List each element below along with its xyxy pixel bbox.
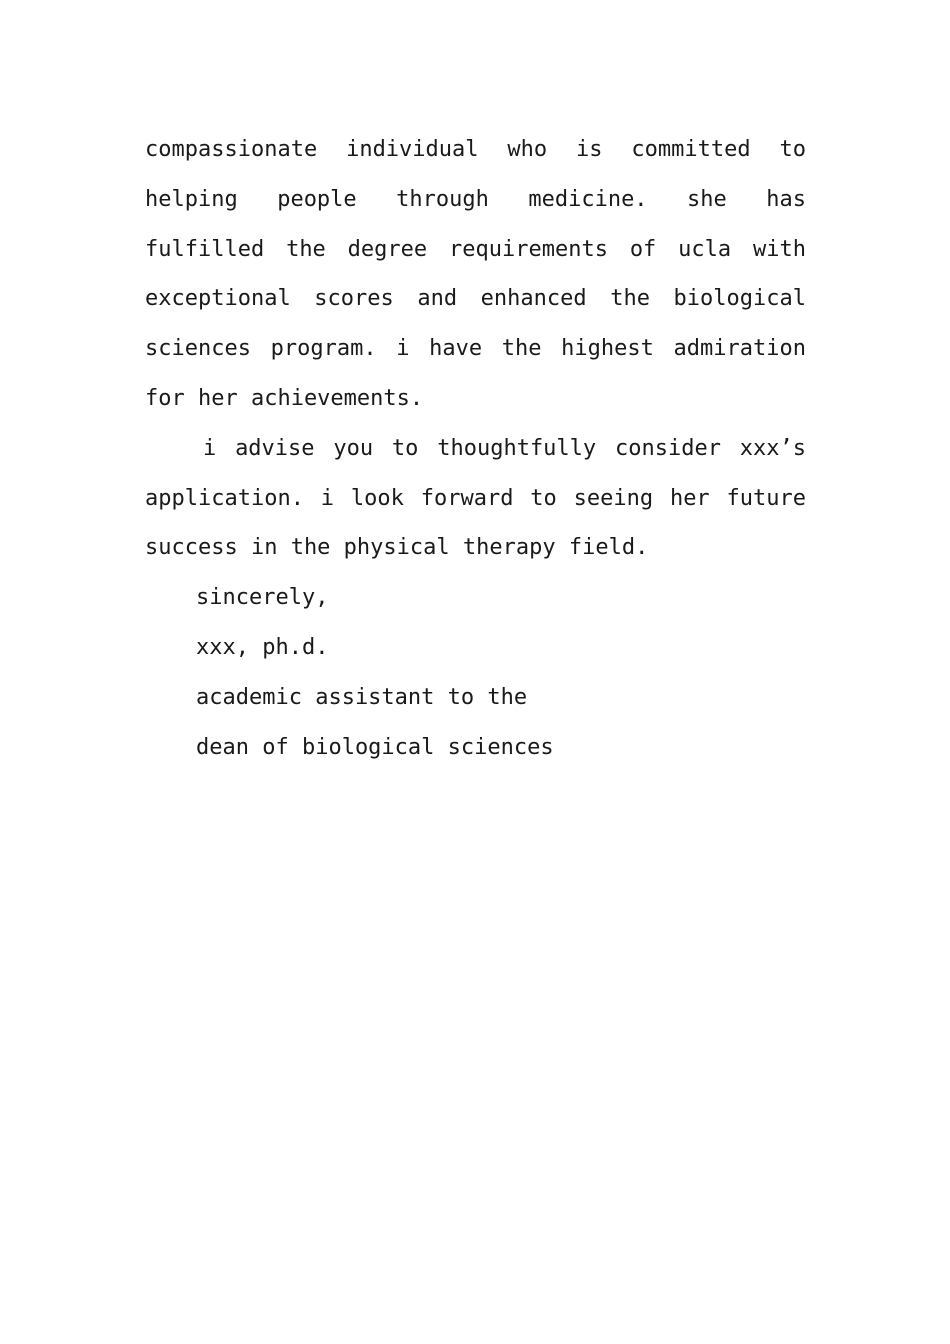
signature-title-line-2: dean of biological sciences <box>196 734 554 760</box>
signature-title-line-1: academic assistant to the <box>196 684 528 710</box>
closing-salutation: sincerely, <box>196 585 329 611</box>
letter-body <box>145 125 806 772</box>
body-paragraph-1: compassionate individual who is committed to helping people through medicine. she has fulfilled the degree requirements of ucla with exceptional scores and enhanced the biological sciences program. i have the highest admiration for her achievements. <box>145 137 806 411</box>
body-paragraph-2: i advise you to thoughtfully consider xxx’s application. i look forward to seeing her future success in the physical therapy field. <box>145 435 806 561</box>
signature-name: xxx, ph.d. <box>196 634 329 660</box>
